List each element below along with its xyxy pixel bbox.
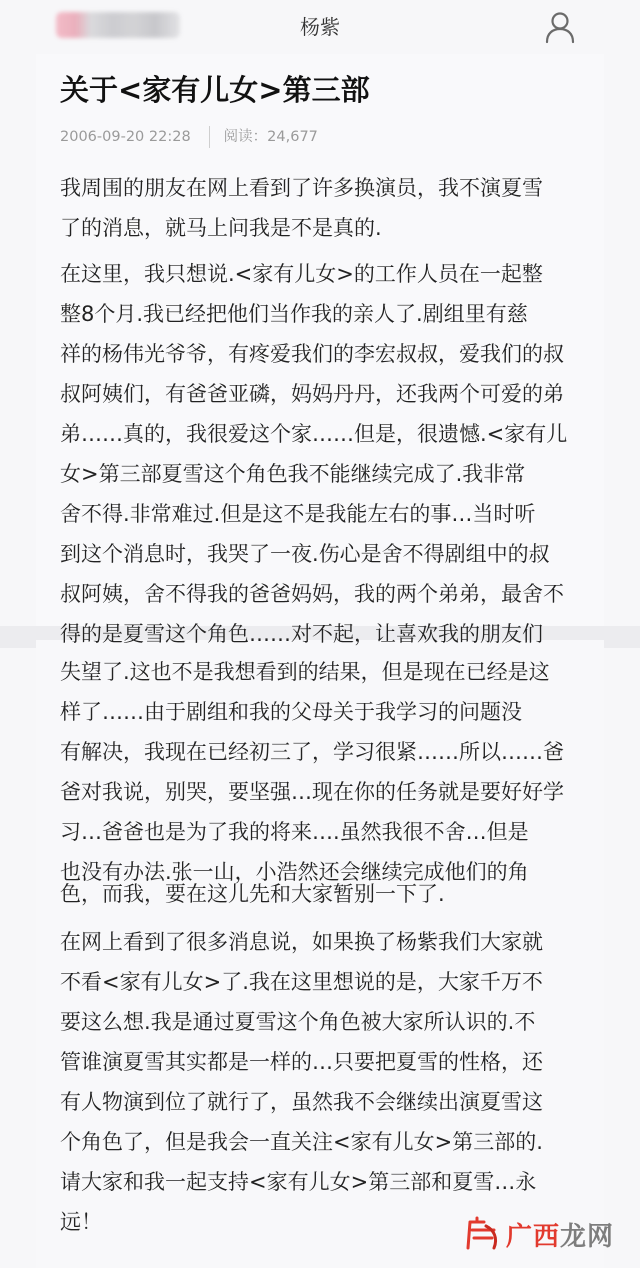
text-line: 在这里，我只想说.<家有儿女>的工作人员在一起整 bbox=[60, 262, 543, 286]
header-title: 杨紫 bbox=[300, 15, 340, 39]
text-line: 也没有办法.张一山，小浩然还会继续完成他们的角 bbox=[60, 860, 529, 884]
text-line: 得的是夏雪这个角色……对不起，让喜欢我的朋友们 bbox=[60, 622, 543, 646]
paragraph-3 bbox=[60, 652, 600, 892]
text-line: 爸对我说，别哭，要坚强…现在你的任务就是要好好学 bbox=[60, 780, 564, 804]
paragraph-2 bbox=[60, 254, 600, 654]
text-line: 我周围的朋友在网上看到了许多换演员，我不演夏雪 bbox=[60, 176, 543, 200]
text-line: 样了……由于剧组和我的父母关于我学习的问题没 bbox=[60, 700, 522, 724]
reads-label: 阅读： bbox=[223, 129, 268, 145]
text-line: 习…爸爸也是为了我的将来….虽然我很不舍…但是 bbox=[60, 820, 529, 844]
paragraph-3-end bbox=[60, 874, 600, 914]
text-line: 有人物演到位了就行了，虽然我不会继续出演夏雪这 bbox=[60, 1090, 543, 1114]
text-line: 管谁演夏雪其实都是一样的…只要把夏雪的性格，还 bbox=[60, 1050, 543, 1074]
publish-date: 2006-09-20 22:28 bbox=[60, 129, 191, 145]
text-line: 舍不得.非常难过.但是这不是我能左右的事…当时听 bbox=[60, 502, 536, 526]
top-bar bbox=[0, 0, 640, 54]
text-line: 整8个月.我已经把他们当作我的亲人了.剧组里有慈 bbox=[60, 302, 528, 326]
article-meta bbox=[60, 124, 318, 150]
text-line: 个角色了，但是我会一直关注<家有儿女>第三部的. bbox=[60, 1130, 543, 1154]
text-line: 请大家和我一起支持<家有儿女>第三部和夏雪…永 bbox=[60, 1170, 537, 1194]
watermark-text bbox=[506, 1216, 614, 1253]
watermark-text-part1: 广西 bbox=[505, 1221, 560, 1252]
text-line: 有解决，我现在已经初三了，学习很紧……所以……爸 bbox=[60, 740, 564, 764]
text-line: 要这么想.我是通过夏雪这个角色被大家所认识的.不 bbox=[60, 1010, 536, 1034]
paragraph-1 bbox=[60, 168, 600, 248]
text-line: 到这个消息时，我哭了一夜.伤心是舍不得剧组中的叔 bbox=[60, 542, 550, 566]
meta-divider bbox=[209, 126, 210, 148]
reads-count: 24,677 bbox=[267, 129, 318, 145]
text-line: 叔阿姨，舍不得我的爸爸妈妈，我的两个弟弟，最舍不 bbox=[60, 582, 564, 606]
watermark-text-part2: 龙网 bbox=[559, 1221, 614, 1252]
text-line: 祥的杨伟光爷爷，有疼爱我们的李宏叔叔，爱我们的叔 bbox=[60, 342, 564, 366]
paragraph-4 bbox=[60, 922, 600, 1242]
text-line: 色，而我，要在这儿先和大家暂别一下了. bbox=[60, 882, 445, 906]
text-line: 不看<家有儿女>了.我在这里想说的是，大家千万不 bbox=[60, 970, 543, 994]
user-icon[interactable] bbox=[544, 10, 576, 44]
text-line: 女>第三部夏雪这个角色我不能继续完成了.我非常 bbox=[60, 462, 526, 486]
text-line: 弟……真的，我很爱这个家……但是，很遗憾.<家有儿 bbox=[60, 422, 568, 446]
text-line: 叔阿姨们，有爸爸亚磷，妈妈丹丹，还我两个可爱的弟 bbox=[60, 382, 564, 406]
text-line: 了的消息，就马上问我是不是真的. bbox=[60, 216, 382, 240]
watermark bbox=[464, 1214, 614, 1254]
text-line: 远！ bbox=[60, 1210, 102, 1234]
text-line: 在网上看到了很多消息说，如果换了杨紫我们大家就 bbox=[60, 930, 543, 954]
watermark-logo-icon bbox=[464, 1216, 502, 1252]
article-title: 关于<家有儿女>第三部 bbox=[60, 73, 370, 107]
text-line: 失望了.这也不是我想看到的结果，但是现在已经是这 bbox=[60, 660, 550, 684]
